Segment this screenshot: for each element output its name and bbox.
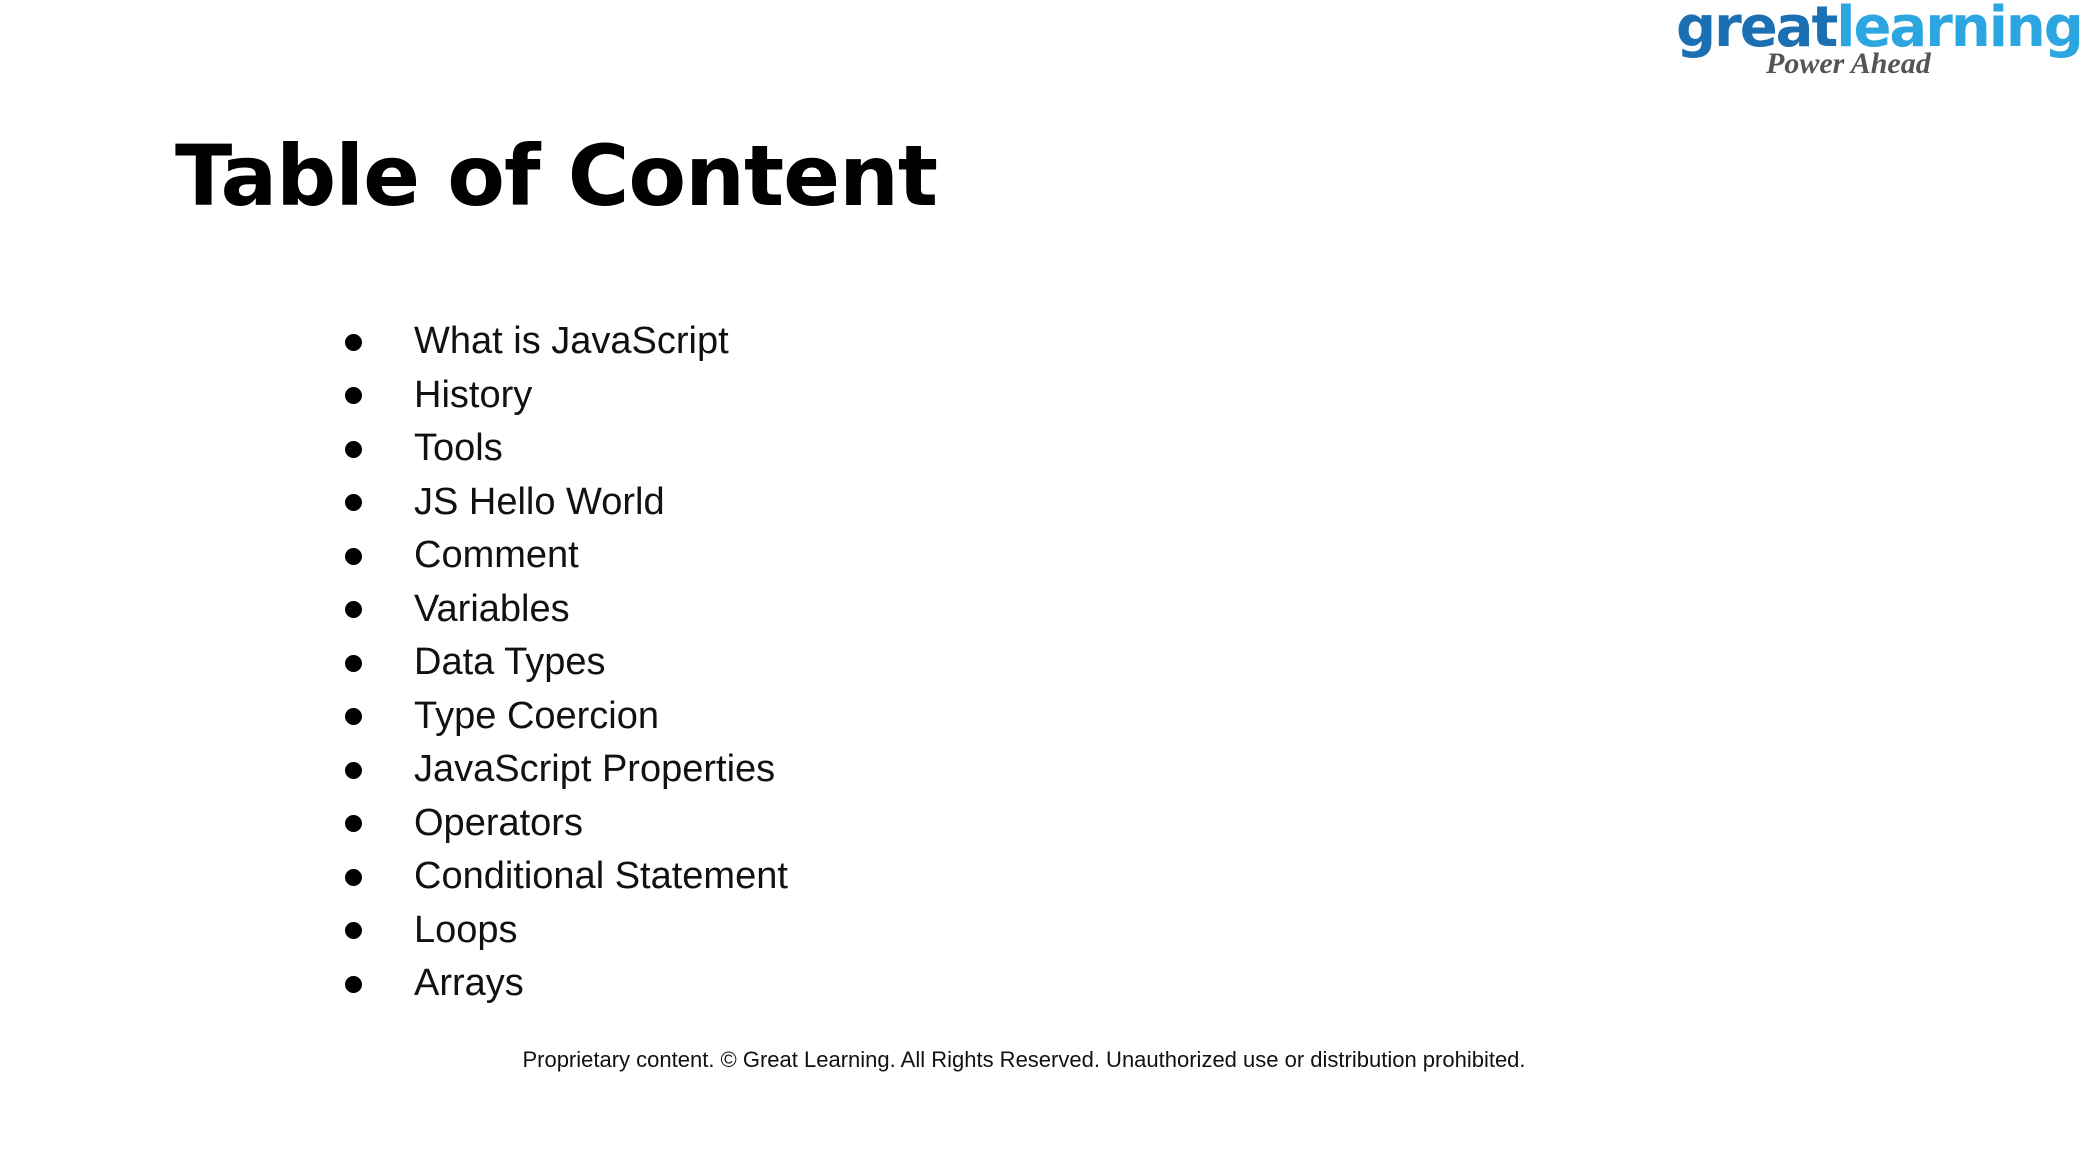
copyright-footer: Proprietary content. © Great Learning. All Rights Reserved. Unauthorized use or distribution prohibited.: [522, 1047, 1526, 1072]
bullet-icon: [345, 441, 362, 458]
page-title: Table of Content: [175, 127, 938, 225]
bullet-icon: [345, 762, 362, 779]
list-item-label: JS Hello World: [414, 480, 665, 523]
bullet-icon: [345, 494, 362, 511]
logo-tagline: Power Ahead: [1766, 47, 1931, 80]
list-item-label: Variables: [414, 587, 570, 630]
bullet-icon: [345, 655, 362, 672]
list-item-label: Loops: [414, 908, 518, 951]
bullet-icon: [345, 387, 362, 404]
logo-word-great: great: [1676, 0, 1837, 60]
list-item-label: History: [414, 373, 533, 416]
list-item-label: What is JavaScript: [414, 320, 729, 362]
bullet-icon: [345, 708, 362, 725]
bullet-icon: [345, 922, 362, 939]
bullet-icon: [345, 869, 362, 886]
logo-word-learning: learning: [1836, 0, 2082, 60]
bullet-icon: [345, 815, 362, 832]
bullet-icon: [345, 548, 362, 565]
list-item-label: Tools: [414, 427, 503, 469]
brand-logo: [1676, 0, 2082, 80]
list-item-label: JavaScript Properties: [414, 748, 776, 790]
list-item-label: Type Coercion: [414, 694, 660, 737]
list-item-label: Data Types: [414, 641, 606, 683]
list-item-label: Conditional Statement: [414, 855, 788, 897]
bullet-icon: [345, 334, 362, 351]
list-item-label: Operators: [414, 801, 583, 844]
list-item-label: Comment: [414, 534, 579, 576]
bullet-icon: [345, 601, 362, 618]
list-item-label: Arrays: [414, 962, 524, 1004]
bullet-icon: [345, 976, 362, 993]
